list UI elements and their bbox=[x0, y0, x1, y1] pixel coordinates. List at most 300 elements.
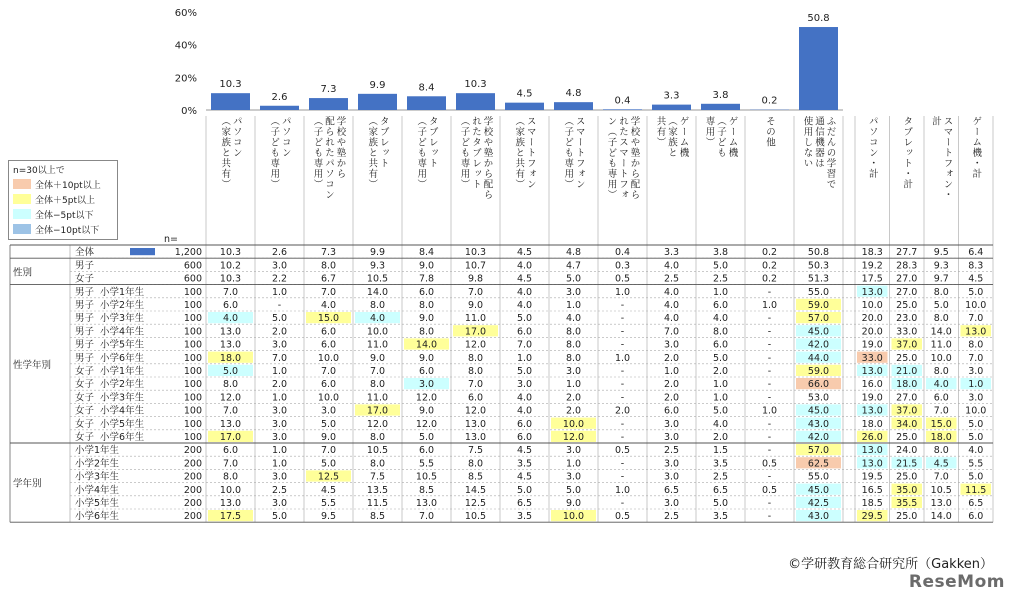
cell-value: 9.0 bbox=[418, 313, 435, 325]
cell-value: 7.0 bbox=[467, 286, 484, 298]
cell-value: - bbox=[767, 418, 772, 430]
cell-value: 8.0 bbox=[369, 379, 386, 391]
group-label: 性学年別 bbox=[13, 359, 52, 371]
legend-label-plus10: 全体＋10pt以上 bbox=[35, 180, 101, 191]
cell-value: 19.0 bbox=[861, 339, 883, 351]
cell-value: 27.7 bbox=[896, 247, 918, 259]
cell-value: - bbox=[767, 286, 772, 298]
cell-value: 1.0 bbox=[614, 286, 631, 298]
cell-value: 43.0 bbox=[807, 418, 830, 430]
cell-value: 4.0 bbox=[222, 313, 239, 325]
cell-value: 2.5 bbox=[271, 484, 288, 496]
cell-value: 1.0 bbox=[663, 366, 680, 377]
cell-value: 18.3 bbox=[861, 247, 883, 259]
cell-value: 14.0 bbox=[930, 326, 952, 338]
cell-value: 5.5 bbox=[418, 458, 435, 470]
cell-value: 3.0 bbox=[663, 339, 680, 351]
cell-value: 50.3 bbox=[807, 260, 830, 272]
cell-value: 8.0 bbox=[467, 366, 484, 377]
cell-value: 18.0 bbox=[930, 432, 952, 443]
cell-value: 20.0 bbox=[861, 326, 883, 338]
cell-value: 10.5 bbox=[464, 511, 487, 523]
cell-value: 4.7 bbox=[565, 260, 582, 272]
cell-value: 27.0 bbox=[896, 392, 918, 404]
row-n: 600 bbox=[183, 273, 202, 285]
cell-value: 6.4 bbox=[968, 247, 984, 259]
cell-value: 6.5 bbox=[663, 484, 680, 496]
y-tick-label: 40% bbox=[174, 40, 197, 52]
cell-value: 6.0 bbox=[222, 300, 239, 311]
cell-value: 9.8 bbox=[467, 273, 484, 285]
cell-value: 10.0 bbox=[965, 405, 987, 417]
cell-value: 0.2 bbox=[761, 273, 778, 285]
cell-value: 0.5 bbox=[761, 458, 778, 470]
cell-value: 17.0 bbox=[366, 405, 389, 417]
cell-value: 2.0 bbox=[663, 379, 680, 391]
column-header-text: 共有） bbox=[654, 116, 666, 148]
cell-value: 13.0 bbox=[219, 498, 242, 509]
cell-value: 1.0 bbox=[271, 445, 288, 457]
cell-value: 59.0 bbox=[807, 300, 830, 311]
bar-value-label: 0.4 bbox=[614, 95, 631, 107]
cell-value: 21.5 bbox=[896, 458, 918, 470]
cell-value: 2.0 bbox=[565, 392, 582, 404]
cell-value: 8.5 bbox=[467, 471, 484, 483]
cell-value: 2.6 bbox=[271, 247, 288, 259]
column-header-text: スマートフォン・ bbox=[941, 116, 953, 200]
cell-value: 6.0 bbox=[968, 511, 984, 523]
cell-value: 9.0 bbox=[418, 260, 435, 272]
cell-value: 55.0 bbox=[807, 286, 830, 298]
cell-value: 51.3 bbox=[807, 273, 830, 285]
cell-value: 10.0 bbox=[562, 511, 585, 523]
row-n: 100 bbox=[183, 366, 202, 377]
legend-label-minus5: 全体−5pt以下 bbox=[35, 210, 94, 221]
cell-value: 4.0 bbox=[516, 300, 533, 311]
legend-item-minus5 bbox=[13, 208, 94, 220]
column-header-text: （家族と共有） bbox=[366, 116, 378, 190]
cell-value: 7.0 bbox=[418, 511, 435, 523]
cell-value: 8.0 bbox=[369, 458, 386, 470]
cell-value: 24.0 bbox=[896, 445, 918, 457]
cell-value: 1.0 bbox=[271, 366, 288, 377]
row-n: 100 bbox=[183, 300, 202, 311]
cell-value: 3.0 bbox=[565, 366, 582, 377]
column-header-text: （家族と共有） bbox=[513, 116, 525, 190]
cell-value: 10.0 bbox=[219, 484, 242, 496]
cell-value: 7.3 bbox=[320, 247, 337, 259]
cell-value: 5.0 bbox=[968, 418, 984, 430]
cell-value: 8.0 bbox=[418, 326, 435, 338]
cell-value: 43.0 bbox=[807, 511, 830, 523]
row-label: 女子 小学2年生 bbox=[75, 379, 145, 391]
cell-value: 4.5 bbox=[933, 458, 949, 470]
legend-item-plus5 bbox=[13, 193, 95, 205]
cell-value: 21.0 bbox=[896, 366, 918, 377]
cell-value: 9.5 bbox=[320, 511, 337, 523]
bar-value-label: 8.4 bbox=[418, 82, 435, 94]
cell-value: 12.0 bbox=[366, 418, 389, 430]
cell-value: 7.0 bbox=[222, 286, 239, 298]
cell-value: 7.0 bbox=[222, 405, 239, 417]
column-header-text: （子ども専用） bbox=[562, 116, 574, 190]
cell-value: 8.3 bbox=[968, 260, 984, 272]
cell-value: 0.5 bbox=[614, 511, 631, 523]
cell-value: 16.0 bbox=[861, 379, 883, 391]
column-header-text: ゲーム機 bbox=[726, 116, 738, 158]
cell-value: 27.0 bbox=[896, 286, 918, 298]
cell-value: 7.0 bbox=[369, 366, 386, 377]
bar bbox=[554, 102, 593, 110]
cell-value: - bbox=[620, 326, 625, 338]
bar bbox=[358, 94, 397, 110]
row-n: 200 bbox=[183, 484, 202, 496]
legend-label-minus10: 全体−10pt以下 bbox=[35, 225, 100, 236]
cell-value: 11.5 bbox=[366, 498, 389, 509]
cell-value: 25.0 bbox=[896, 511, 918, 523]
cell-value: 13.0 bbox=[930, 498, 952, 509]
cell-value: 2.0 bbox=[663, 352, 680, 364]
cell-value: 12.0 bbox=[464, 405, 487, 417]
cell-value: - bbox=[767, 339, 772, 351]
cell-value: 4.0 bbox=[712, 418, 729, 430]
cell-value: 18.0 bbox=[219, 352, 242, 364]
cell-value: 15.0 bbox=[317, 313, 340, 325]
cell-value: 1.0 bbox=[712, 286, 729, 298]
column-header-text: （子ども専用） bbox=[268, 116, 280, 190]
cell-value: 6.5 bbox=[968, 498, 984, 509]
cell-value: 8.0 bbox=[933, 286, 949, 298]
cell-value: 12.5 bbox=[464, 498, 487, 509]
cell-value: 4.5 bbox=[516, 273, 533, 285]
cell-value: 18.0 bbox=[861, 418, 883, 430]
cell-value: - bbox=[767, 379, 772, 391]
column-header-text: （家族と bbox=[666, 116, 677, 158]
bar bbox=[799, 27, 838, 110]
cell-value: 3.3 bbox=[663, 247, 680, 259]
cell-value: 4.0 bbox=[712, 313, 729, 325]
cell-value: 3.0 bbox=[271, 432, 288, 443]
cell-value: - bbox=[620, 300, 625, 311]
cell-value: 5.0 bbox=[516, 313, 533, 325]
cell-value: 2.5 bbox=[663, 273, 680, 285]
cell-value: 29.5 bbox=[861, 511, 883, 523]
cell-value: - bbox=[620, 366, 625, 377]
cell-value: 2.2 bbox=[271, 273, 288, 285]
cell-value: 14.0 bbox=[415, 339, 438, 351]
cell-value: 6.0 bbox=[516, 432, 533, 443]
cell-value: 3.0 bbox=[565, 471, 582, 483]
cell-value: 8.4 bbox=[418, 247, 435, 259]
cell-value: 19.5 bbox=[861, 471, 883, 483]
cell-value: 6.0 bbox=[663, 405, 680, 417]
bar bbox=[456, 93, 495, 110]
cell-value: 14.0 bbox=[930, 511, 952, 523]
cell-value: 5.0 bbox=[222, 366, 239, 377]
cell-value: 7.5 bbox=[467, 445, 484, 457]
cell-value: 50.8 bbox=[807, 247, 830, 259]
cell-value: 3.5 bbox=[712, 511, 729, 523]
cell-value: - bbox=[767, 445, 772, 457]
cell-value: 14.0 bbox=[366, 286, 389, 298]
cell-value: 6.0 bbox=[712, 339, 729, 351]
cell-value: - bbox=[620, 379, 625, 391]
cell-value: 6.7 bbox=[320, 273, 337, 285]
cell-value: 13.0 bbox=[464, 432, 487, 443]
cell-value: 10.3 bbox=[219, 247, 242, 259]
legend-item-minus10 bbox=[13, 223, 99, 235]
cell-value: 6.5 bbox=[712, 484, 729, 496]
group-label: 性別 bbox=[13, 267, 33, 279]
row-label: 小学4年生 bbox=[75, 484, 120, 496]
cell-value: 3.0 bbox=[271, 471, 288, 483]
cell-value: 3.0 bbox=[663, 418, 680, 430]
cell-value: 18.5 bbox=[861, 498, 883, 509]
cell-value: 0.5 bbox=[614, 273, 631, 285]
cell-value: 9.0 bbox=[418, 405, 435, 417]
cell-value: - bbox=[767, 352, 772, 364]
row-n: 100 bbox=[183, 418, 202, 430]
cell-value: 10.0 bbox=[317, 392, 340, 404]
cell-value: 7.0 bbox=[516, 339, 533, 351]
bar-value-label: 3.8 bbox=[712, 89, 729, 101]
cell-value: 5.0 bbox=[565, 273, 582, 285]
column-header-text: ふだんの学習で bbox=[824, 116, 836, 190]
cell-value: 4.0 bbox=[320, 300, 337, 311]
row-label: 男子 小学1年生 bbox=[75, 286, 145, 298]
cell-value: 7.0 bbox=[320, 366, 337, 377]
bar-value-label: 9.9 bbox=[369, 79, 386, 91]
cell-value: 4.5 bbox=[516, 247, 533, 259]
cell-value: 8.0 bbox=[222, 471, 239, 483]
cell-value: - bbox=[767, 498, 772, 509]
cell-value: 17.0 bbox=[219, 432, 242, 443]
cell-value: 9.9 bbox=[369, 247, 386, 259]
cell-value: 25.0 bbox=[896, 471, 918, 483]
cell-value: 7.0 bbox=[968, 313, 984, 325]
row-n: 200 bbox=[183, 511, 202, 523]
column-header-text: ゲーム機 bbox=[677, 116, 689, 158]
cell-value: 7.0 bbox=[271, 352, 288, 364]
cell-value: 14.5 bbox=[464, 484, 487, 496]
cell-value: 3.0 bbox=[565, 286, 582, 298]
legend-swatch-plus5 bbox=[13, 194, 31, 204]
cell-value: 0.3 bbox=[614, 260, 631, 272]
column-header-text: ゲーム機・計 bbox=[970, 116, 982, 179]
cell-value: 59.0 bbox=[807, 366, 830, 377]
cell-value: - bbox=[277, 300, 282, 311]
cell-value: 7.0 bbox=[933, 405, 949, 417]
cell-value: 8.0 bbox=[222, 379, 239, 391]
cell-value: 11.0 bbox=[366, 392, 389, 404]
cell-value: 7.0 bbox=[222, 458, 239, 470]
cell-value: 1.0 bbox=[271, 458, 288, 470]
column-header-text: （子ども専用） bbox=[311, 116, 323, 190]
cell-value: 10.0 bbox=[930, 352, 952, 364]
row-n: 200 bbox=[183, 458, 202, 470]
row-n: 100 bbox=[183, 392, 202, 404]
bar bbox=[309, 98, 348, 110]
cell-value: 2.0 bbox=[712, 432, 729, 443]
cell-value: 7.0 bbox=[320, 286, 337, 298]
cell-value: 5.0 bbox=[320, 418, 337, 430]
cell-value: 0.2 bbox=[761, 260, 778, 272]
cell-value: 17.0 bbox=[464, 326, 487, 338]
cell-value: 6.0 bbox=[222, 445, 239, 457]
cell-value: 10.0 bbox=[861, 300, 883, 311]
cell-value: 57.0 bbox=[807, 313, 830, 325]
row-label: 女子 小学4年生 bbox=[75, 405, 145, 417]
cell-value: 28.3 bbox=[896, 260, 918, 272]
legend-swatch-minus5 bbox=[13, 209, 31, 219]
cell-value: 16.5 bbox=[861, 484, 883, 496]
legend-title: n=30以上で bbox=[13, 166, 65, 176]
cell-value: 9.0 bbox=[565, 498, 582, 509]
cell-value: - bbox=[767, 366, 772, 377]
column-header-text: スマートフォン bbox=[524, 116, 536, 190]
legend-label-plus5: 全体＋5pt以上 bbox=[35, 195, 95, 206]
cell-value: 45.0 bbox=[807, 405, 830, 417]
cell-value: 5.5 bbox=[968, 458, 984, 470]
cell-value: 10.0 bbox=[562, 418, 585, 430]
cell-value: 1.0 bbox=[712, 392, 729, 404]
cell-value: 3.0 bbox=[271, 498, 288, 509]
cell-value: 13.0 bbox=[861, 458, 883, 470]
cell-value: 6.0 bbox=[418, 286, 435, 298]
brand-logo: ReseMom bbox=[908, 572, 1005, 592]
bar bbox=[701, 104, 740, 110]
bar bbox=[505, 103, 544, 110]
cell-value: 17.5 bbox=[219, 511, 242, 523]
column-header-text: タブレット bbox=[377, 116, 389, 169]
cell-value: 6.0 bbox=[320, 379, 337, 391]
cell-value: 4.0 bbox=[933, 379, 949, 391]
cell-value: 5.0 bbox=[418, 432, 435, 443]
cell-value: 4.0 bbox=[516, 260, 533, 272]
column-header-text: 配られたパソコン bbox=[323, 116, 334, 200]
cell-value: 3.0 bbox=[663, 471, 680, 483]
row-label: 女子 小学5年生 bbox=[75, 418, 145, 430]
cell-value: 12.5 bbox=[317, 471, 340, 483]
cell-value: 6.0 bbox=[467, 392, 484, 404]
column-header-text: （子ども専用） bbox=[415, 116, 427, 190]
cell-value: 0.5 bbox=[761, 484, 778, 496]
cell-value: 8.0 bbox=[565, 326, 582, 338]
cell-value: 3.8 bbox=[712, 247, 729, 259]
cell-value: 5.0 bbox=[968, 432, 984, 443]
cell-value: 3.5 bbox=[712, 458, 729, 470]
column-header-text: ン（子ども専用） bbox=[605, 116, 617, 200]
cell-value: 13.0 bbox=[219, 339, 242, 351]
cell-value: 20.0 bbox=[861, 313, 883, 325]
row-label: 小学5年生 bbox=[75, 498, 120, 509]
cell-value: 13.0 bbox=[861, 286, 883, 298]
cell-value: 3.5 bbox=[516, 458, 533, 470]
cell-value: 12.0 bbox=[562, 432, 585, 443]
cell-value: - bbox=[767, 511, 772, 523]
cell-value: 3.0 bbox=[968, 366, 984, 377]
cell-value: 10.7 bbox=[464, 260, 487, 272]
cell-value: 3.0 bbox=[271, 339, 288, 351]
cell-value: - bbox=[620, 418, 625, 430]
cell-value: 3.0 bbox=[663, 498, 680, 509]
cell-value: 10.2 bbox=[219, 260, 242, 272]
cell-value: 7.0 bbox=[467, 379, 484, 391]
cell-value: 2.0 bbox=[565, 405, 582, 417]
cell-value: 25.0 bbox=[896, 432, 918, 443]
cell-value: 0.4 bbox=[614, 247, 631, 259]
cell-value: 23.0 bbox=[896, 313, 918, 325]
cell-value: 8.0 bbox=[467, 352, 484, 364]
cell-value: 10.3 bbox=[219, 273, 242, 285]
cell-value: 4.0 bbox=[663, 286, 680, 298]
row-label: 男子 bbox=[75, 260, 95, 272]
cell-value: - bbox=[620, 313, 625, 325]
y-tick-label: 20% bbox=[174, 73, 197, 85]
cell-value: 10.5 bbox=[366, 273, 389, 285]
cell-value: 62.5 bbox=[807, 458, 830, 470]
cell-value: 1.0 bbox=[565, 300, 582, 311]
cell-value: - bbox=[620, 339, 625, 351]
bar-value-label: 2.6 bbox=[271, 91, 288, 103]
cell-value: - bbox=[767, 392, 772, 404]
bar bbox=[652, 105, 691, 110]
cell-value: 57.0 bbox=[807, 445, 830, 457]
cell-value: 3.5 bbox=[516, 511, 533, 523]
cell-value: 4.0 bbox=[516, 392, 533, 404]
cell-value: 2.5 bbox=[663, 445, 680, 457]
row-label: 女子 小学6年生 bbox=[75, 432, 145, 443]
row-n: 1,200 bbox=[174, 247, 202, 259]
cell-value: 11.5 bbox=[965, 484, 987, 496]
cell-value: 4.5 bbox=[516, 471, 533, 483]
cell-value: 13.0 bbox=[464, 418, 487, 430]
row-n: 100 bbox=[183, 286, 202, 298]
cell-value: 3.0 bbox=[565, 445, 582, 457]
cell-value: 0.2 bbox=[761, 247, 778, 259]
cell-value: 1.0 bbox=[614, 484, 631, 496]
cell-value: 25.0 bbox=[896, 352, 918, 364]
cell-value: 8.0 bbox=[968, 339, 984, 351]
bar-value-label: 3.3 bbox=[663, 90, 680, 102]
cell-value: 5.5 bbox=[320, 498, 337, 509]
cell-value: 1.0 bbox=[516, 352, 533, 364]
cell-value: 3.0 bbox=[320, 405, 337, 417]
cell-value: 25.0 bbox=[896, 300, 918, 311]
row-n: 100 bbox=[183, 352, 202, 364]
column-header-text: パソコン・計 bbox=[866, 116, 878, 179]
row-label: 男子 小学2年生 bbox=[75, 300, 145, 311]
cell-value: 4.0 bbox=[565, 313, 582, 325]
cell-value: 6.0 bbox=[418, 366, 435, 377]
legend-swatch-minus10 bbox=[13, 224, 31, 234]
cell-value: 2.0 bbox=[712, 366, 729, 377]
bar-value-label: 10.3 bbox=[219, 79, 242, 91]
cell-value: 6.0 bbox=[516, 418, 533, 430]
cell-value: 33.0 bbox=[896, 326, 918, 338]
cell-value: 5.0 bbox=[933, 300, 949, 311]
cell-value: 8.0 bbox=[369, 300, 386, 311]
cell-value: 8.0 bbox=[565, 339, 582, 351]
n-header: n= bbox=[164, 234, 178, 245]
cell-value: 5.0 bbox=[565, 484, 582, 496]
cell-value: - bbox=[767, 471, 772, 483]
cell-value: 1.0 bbox=[761, 300, 778, 311]
cell-value: 55.0 bbox=[807, 471, 830, 483]
cell-value: 5.0 bbox=[712, 405, 729, 417]
column-header-text: れたタブレット bbox=[470, 116, 481, 190]
legend-swatch-plus10 bbox=[13, 179, 31, 189]
